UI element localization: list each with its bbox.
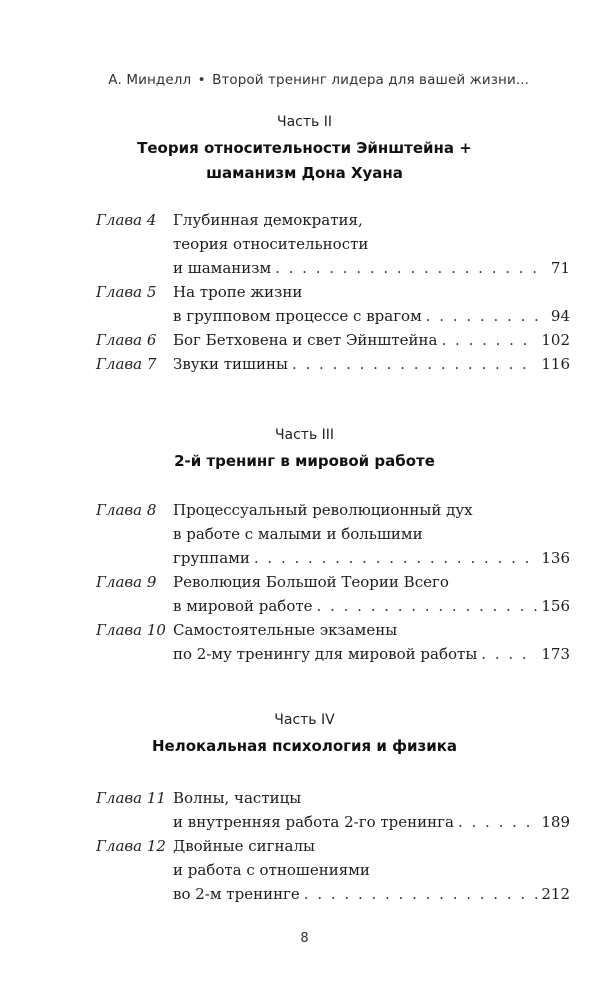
part-title-line: Нелокальная психология и физика bbox=[151, 737, 458, 755]
toc-entry[interactable] bbox=[0, 570, 609, 618]
header-book-title: Второй тренинг лидера для вашей жизни... bbox=[212, 72, 529, 88]
page-ref: 102 bbox=[541, 331, 570, 349]
chapter-number: Глава 9 bbox=[96, 573, 157, 591]
chapter-title-line: Процессуальный революционный дух bbox=[173, 501, 473, 519]
chapter-title-line: в работе с малыми и большими bbox=[173, 525, 423, 543]
part-heading bbox=[0, 712, 609, 759]
toc-section bbox=[0, 786, 609, 906]
page-ref: 212 bbox=[541, 885, 570, 903]
dot-leader bbox=[481, 642, 537, 666]
page-number: 8 bbox=[300, 931, 309, 946]
part-label: Часть III bbox=[274, 427, 335, 443]
chapter-title-line: во 2-м тренинге bbox=[173, 885, 300, 903]
toc-entry[interactable] bbox=[0, 280, 609, 328]
part-title-line: шаманизм Дона Хуана bbox=[206, 164, 403, 182]
part-title-line: 2-й тренинг в мировой работе bbox=[174, 452, 435, 470]
header-author: А. Минделл bbox=[108, 72, 192, 88]
running-header bbox=[108, 72, 529, 88]
chapter-title-line: и работа с отношениями bbox=[173, 861, 370, 879]
chapter-number: Глава 7 bbox=[96, 355, 157, 373]
chapter-number: Глава 8 bbox=[96, 501, 157, 519]
chapter-title-line: в групповом процессе с врагом bbox=[173, 307, 422, 325]
toc-section bbox=[0, 208, 609, 376]
chapter-title-line: Бог Бетховена и свет Эйнштейна bbox=[173, 331, 438, 349]
dot-leader bbox=[254, 546, 537, 570]
part-label: Часть IV bbox=[274, 712, 335, 728]
toc-entry[interactable] bbox=[0, 352, 609, 376]
page-ref: 156 bbox=[541, 597, 570, 615]
dot-leader bbox=[458, 810, 537, 834]
chapter-number: Глава 12 bbox=[96, 837, 166, 855]
dot-leader bbox=[275, 256, 547, 280]
toc-entry[interactable] bbox=[0, 208, 609, 280]
dot-leader bbox=[317, 594, 538, 618]
chapter-title-line: и внутренняя работа 2-го тренинга bbox=[173, 813, 454, 831]
part-label: Часть II bbox=[277, 114, 332, 130]
dot-leader bbox=[426, 304, 547, 328]
part-heading bbox=[0, 427, 609, 474]
toc-entry[interactable] bbox=[0, 618, 609, 666]
toc-section bbox=[0, 498, 609, 666]
part-title bbox=[0, 136, 609, 186]
toc-entry[interactable] bbox=[0, 498, 609, 570]
chapter-number: Глава 11 bbox=[96, 789, 166, 807]
part-title-line: Теория относительности Эйнштейна + bbox=[137, 139, 472, 157]
chapter-title-line: Революция Большой Теории Всего bbox=[173, 573, 449, 591]
chapter-number: Глава 6 bbox=[96, 331, 157, 349]
part-heading bbox=[0, 114, 609, 186]
chapter-title-line: Двойные сигналы bbox=[173, 837, 315, 855]
dot-leader bbox=[442, 328, 538, 352]
toc-entry[interactable] bbox=[0, 328, 609, 352]
dot-leader bbox=[292, 352, 537, 376]
toc-entry[interactable] bbox=[0, 786, 609, 834]
page-ref: 136 bbox=[541, 549, 570, 567]
chapter-title-line: теория относительности bbox=[173, 235, 369, 253]
page-ref: 94 bbox=[550, 307, 570, 325]
chapter-title-line: Звуки тишины bbox=[173, 355, 288, 373]
page-ref: 173 bbox=[541, 645, 570, 663]
chapter-number: Глава 10 bbox=[96, 621, 166, 639]
chapter-title-line: На тропе жизни bbox=[173, 283, 303, 301]
chapter-title-line: Самостоятельные экзамены bbox=[173, 621, 398, 639]
chapter-title-line: по 2-му тренингу для мировой работы bbox=[173, 645, 478, 663]
chapter-title-line: группами bbox=[173, 549, 250, 567]
chapter-number: Глава 5 bbox=[96, 283, 157, 301]
chapter-title-line: Глубинная демократия, bbox=[173, 211, 363, 229]
dot-leader bbox=[304, 882, 538, 906]
chapter-number: Глава 4 bbox=[96, 211, 157, 229]
chapter-title-line: в мировой работе bbox=[173, 597, 313, 615]
part-title bbox=[0, 449, 609, 474]
chapter-title-line: Волны, частицы bbox=[173, 789, 302, 807]
page-ref: 116 bbox=[541, 355, 570, 373]
page-ref: 71 bbox=[550, 259, 570, 277]
part-title bbox=[0, 734, 609, 759]
toc-entry[interactable] bbox=[0, 834, 609, 906]
header-separator: • bbox=[197, 72, 206, 88]
chapter-title-line: и шаманизм bbox=[173, 259, 272, 277]
page-ref: 189 bbox=[541, 813, 570, 831]
